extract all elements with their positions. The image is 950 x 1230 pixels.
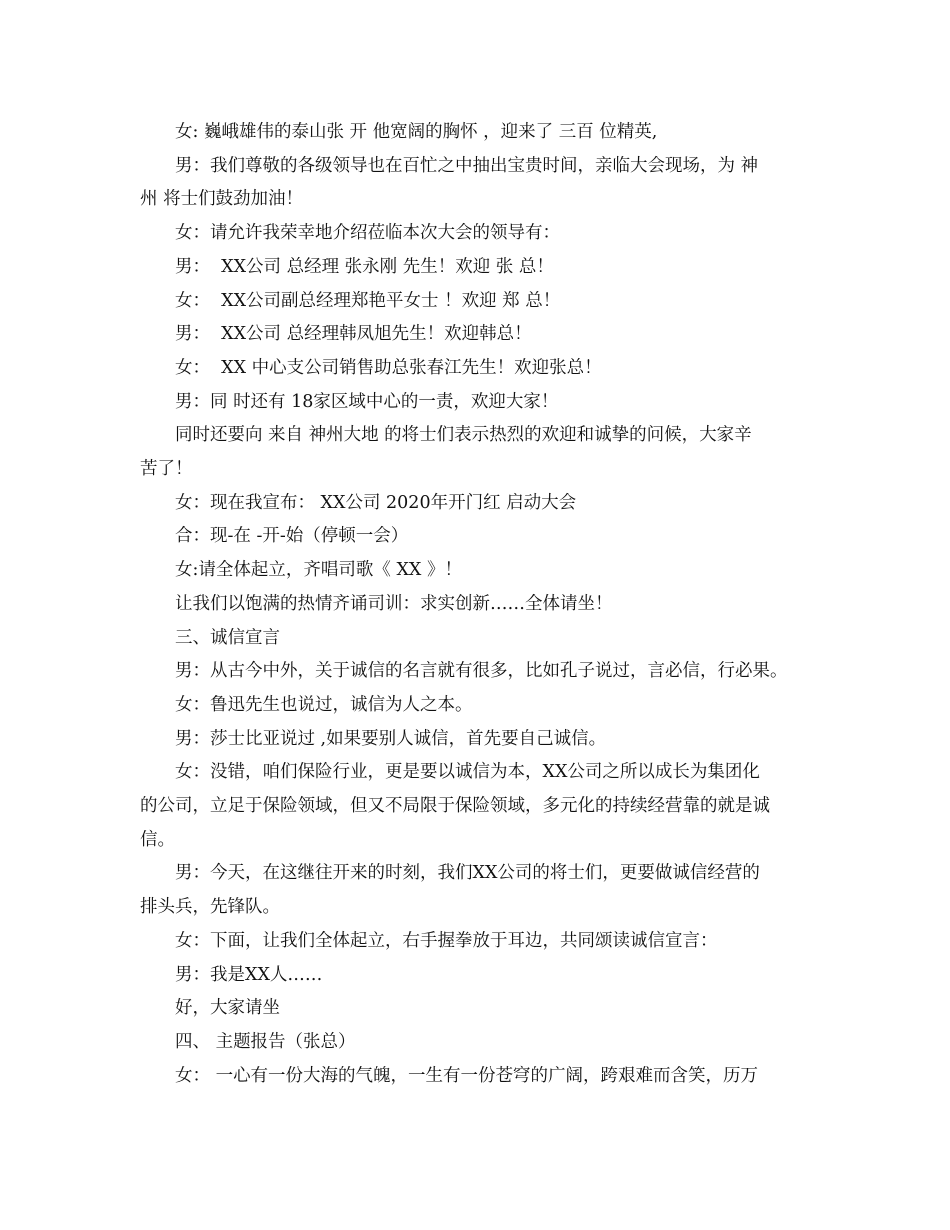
paragraph-line-continuation: 的公司，立足于保险领域，但又不局限于保险领域，多元化的持续经营靠的就是诚 (140, 796, 770, 817)
paragraph-line: 女： 一心有一份大海的气魄，一生有一份苍穹的广阔，跨艰难而含笑，历万 (175, 1065, 759, 1086)
paragraph-line-continuation: 州 将士们鼓劲加油！ (140, 189, 304, 210)
paragraph-line: 女：下面，让我们全体起立，右手握拳放于耳边，共同颂读诚信宣言： (175, 930, 718, 951)
paragraph-line: 男： XX公司 总经理韩凤旭先生！欢迎韩总！ (175, 324, 532, 345)
paragraph-line: 女：没错，咱们保险行业，更是要以诚信为本，XX公司之所以成长为集团化 (175, 762, 760, 783)
paragraph-line: 男：莎士比亚说过 ,如果要别人诚信，首先要自己诚信。 (175, 728, 607, 749)
paragraph-line: 男：我是XX人…… (175, 964, 323, 985)
paragraph-line: 女: 巍峨雄伟的泰山张 开 他宽阔的胸怀 ，迎来了 三百 位精英, (175, 122, 658, 142)
paragraph-line: 让我们以饱满的热情齐诵司训：求实创新……全体请坐！ (175, 593, 613, 614)
paragraph-line-continuation: 信。 (140, 829, 175, 850)
paragraph-line: 女:请全体起立，齐唱司歌《 XX 》！ (175, 560, 462, 581)
paragraph-line: 女：鲁迅先生也说过，诚信为人之本。 (175, 694, 473, 715)
paragraph-line-continuation: 苦了！ (140, 459, 193, 480)
section-heading: 三、诚信宣言 (175, 627, 280, 648)
paragraph-line: 男：我们尊敬的各级领导也在百忙之中抽出宝贵时间，亲临大会现场，为 神 (175, 155, 759, 176)
document-body (140, 116, 820, 1093)
paragraph-line: 男：从古今中外，关于诚信的名言就有很多，比如孔子说过，言必信，行必果。 (175, 661, 788, 682)
paragraph-line: 男： XX公司 总经理 张永刚 先生！欢迎 张 总！ (175, 256, 554, 277)
paragraph-line: 同时还要向 来自 神州大地 的将士们表示热烈的欢迎和诚挚的问候，大家辛 (175, 425, 752, 446)
paragraph-line: 好，大家请坐 (175, 998, 280, 1019)
paragraph-line: 女：请允许我荣幸地介绍莅临本次大会的领导有： (175, 223, 560, 244)
paragraph-line: 合：现-在 -开-始（停顿一会） (175, 526, 409, 547)
section-heading: 四、 主题报告（张总） (175, 1031, 356, 1052)
paragraph-line-continuation: 排头兵，先锋队。 (140, 897, 280, 918)
paragraph-line: 男：今天，在这继往开来的时刻，我们XX公司的将士们，更要做诚信经营的 (175, 863, 760, 884)
paragraph-line: 男：同 时还有 18家区域中心的一责，欢迎大家！ (175, 391, 559, 412)
paragraph-line: 女： XX公司副总经理郑艳平女士 ！欢迎 郑 总！ (175, 290, 561, 311)
paragraph-line: 女： XX 中心支公司销售助总张春江先生！欢迎张总！ (175, 357, 602, 378)
paragraph-line: 女：现在我宣布： XX公司 2020年开门红 启动大会 (175, 492, 577, 513)
